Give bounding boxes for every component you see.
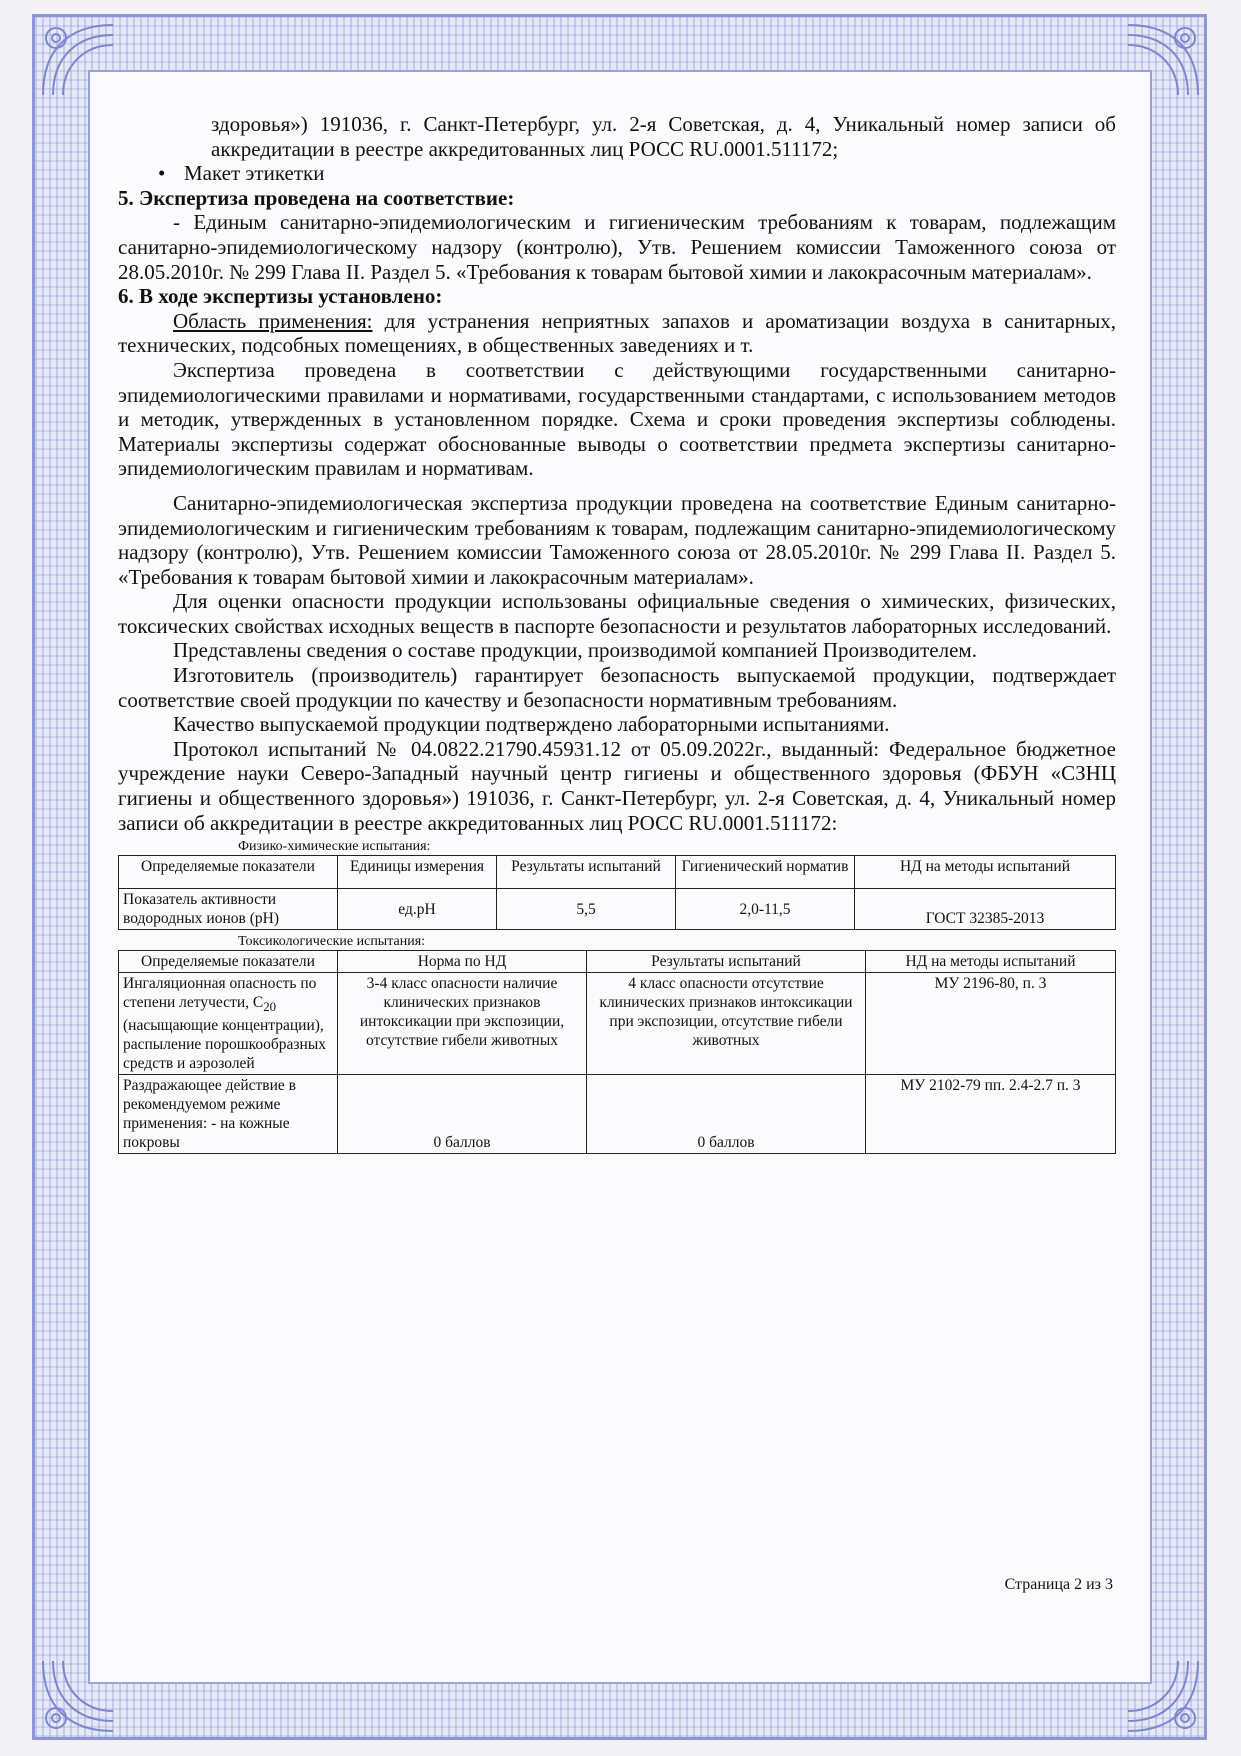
table-header-cell: Определяемые показатели <box>119 856 338 889</box>
table-row <box>119 889 1116 930</box>
indicator-subscript: 20 <box>263 999 277 1015</box>
paragraph: Для оценки опасности продукции использованы официальные сведения о химических, физических, токсических свойствах исходных веществ в паспорте безопасности и результатов лабораторных исследований. <box>118 589 1116 638</box>
section-5-heading: 5. Экспертиза проведена на соответствие: <box>118 185 515 210</box>
paragraph: Санитарно-эпидемиологическая экспертиза продукции проведена на соответствие Единым санитарно-эпидемиологическим и гигиеническим требованиям к товарам, подлежащим санитарно-эпидемиологическому надзору (контролю), Утв. Решением комиссии Таможенного союза от 28.05.2010г. № 299 Глава II. Раздел 5. «Требования к товарам бытовой химии и лакокрасочным материалам». <box>118 490 1116 589</box>
list-item-label: Макет этикетки <box>184 161 325 186</box>
bullet-icon: • <box>158 161 166 186</box>
ornament-corner-icon <box>1123 20 1203 100</box>
table-header-cell: Результаты испытаний <box>587 951 866 973</box>
table-cell: 0 баллов <box>338 1075 587 1154</box>
list-item <box>118 161 1116 186</box>
table-row <box>119 973 1116 1075</box>
table-header-cell: НД на методы испытаний <box>866 951 1116 973</box>
table-caption: Физико-химические испытания: <box>238 839 431 855</box>
paragraph: Представлены сведения о составе продукции, производимой компанией Производителем. <box>173 638 977 663</box>
toxicology-table <box>118 950 1116 1154</box>
table-cell: Раздражающее действие в рекомендуемом режиме применения: - на кожные покровы <box>119 1075 338 1154</box>
section-6-heading: 6. В ходе экспертизы установлено: <box>118 284 443 309</box>
table-header-cell: Единицы измерения <box>338 856 497 889</box>
table-caption: Токсикологические испытания: <box>238 934 426 950</box>
table-cell: МУ 2102-79 пп. 2.4-2.7 п. 3 <box>866 1075 1116 1154</box>
ornament-corner-icon <box>38 1656 118 1736</box>
section-5-text: - Единым санитарно-эпидемиологическим и гигиеническим требованиям к товарам, подлежащим санитарно-эпидемиологическому надзору (контролю), Утв. Решением комиссии Таможенного союза от 28.05.2010г. № 299 Глава II. Раздел 5. «Требования к товарам бытовой химии и лакокрасочным материалам». <box>118 210 1116 284</box>
application-area-text: для устранения неприятных запахов и ароматизации воздуха в санитарных, технических, подсобных помещениях, в общественных заведениях и т. <box>118 308 1116 358</box>
table-cell: 5,5 <box>497 889 676 930</box>
application-area-label: Область применения: <box>173 308 373 333</box>
table-header-cell: Определяемые показатели <box>119 951 338 973</box>
table-header-row <box>119 951 1116 973</box>
table-cell <box>119 973 338 1075</box>
protocol-paragraph: Протокол испытаний № 04.0822.21790.45931.12 от 05.09.2022г., выданный: Федеральное бюджетное учреждение науки Северо-Западный научный центр гигиены и общественного здоровья (ФБУН «СЗНЦ гигиены и общественного здоровья») 191036, г. Санкт-Петербург, ул. 2-я Советская, д. 4, Уникальный номер записи об аккредитации в реестре аккредитованных лиц РОСС RU.0001.511172: <box>118 736 1116 835</box>
intro-paragraph: здоровья») 191036, г. Санкт-Петербург, ул. 2-я Советская, д. 4, Уникальный номер записи об аккредитации в реестре аккредитованных лиц РОСС RU.0001.511172; <box>211 112 1116 161</box>
paragraph: Качество выпускаемой продукции подтверждено лабораторными испытаниями. <box>173 712 890 737</box>
table-cell: МУ 2196-80, п. 3 <box>866 973 1116 1075</box>
table-cell: 2,0-11,5 <box>676 889 855 930</box>
table-cell: 4 класс опасности отсутствие клинических признаков интоксикации при экспозиции, отсутствие гибели животных <box>587 973 866 1075</box>
table-header-cell: Гигиенический норматив <box>676 856 855 889</box>
ornament-corner-icon <box>1123 1656 1203 1736</box>
table-header-cell: Результаты испытаний <box>497 856 676 889</box>
physchem-table <box>118 855 1116 930</box>
application-area-paragraph <box>118 309 1116 358</box>
table-cell: ед.pH <box>338 889 497 930</box>
table-row <box>119 1075 1116 1154</box>
table-cell: 0 баллов <box>587 1075 866 1154</box>
paragraph: Экспертиза проведена в соответствии с действующими государственными санитарно-эпидемиологическими правилами и нормативами, государственными стандартами, с использованием методов и методик, утвержденных в установленном порядке. Схема и сроки проведения экспертизы соблюдены. Материалы экспертизы содержат обоснованные выводы о соответствии предмета экспертизы санитарно-эпидемиологическим правилам и нормативам. <box>118 357 1116 481</box>
table-header-cell: Норма по НД <box>338 951 587 973</box>
table-cell: Показатель активности водородных ионов (pH) <box>119 889 338 930</box>
indicator-text: Ингаляционная опасность по степени летучести, C <box>123 975 317 1012</box>
page-number: Страница 2 из 3 <box>1004 1576 1113 1593</box>
ornament-corner-icon <box>38 20 118 100</box>
table-cell: 3-4 класс опасности наличие клинических признаков интоксикации при экспозиции, отсутствие гибели животных <box>338 973 587 1075</box>
indicator-text: (насыщающие концентрации), распыление порошкообразных средств и аэрозолей <box>123 1017 326 1073</box>
paragraph: Изготовитель (производитель) гарантирует безопасность выпускаемой продукции, подтверждает соответствие своей продукции по качеству и безопасности нормативным требованиям. <box>118 663 1116 712</box>
table-header-cell: НД на методы испытаний <box>855 856 1116 889</box>
document-body <box>118 112 1116 1154</box>
table-cell: ГОСТ 32385-2013 <box>855 889 1116 930</box>
table-header-row <box>119 856 1116 889</box>
